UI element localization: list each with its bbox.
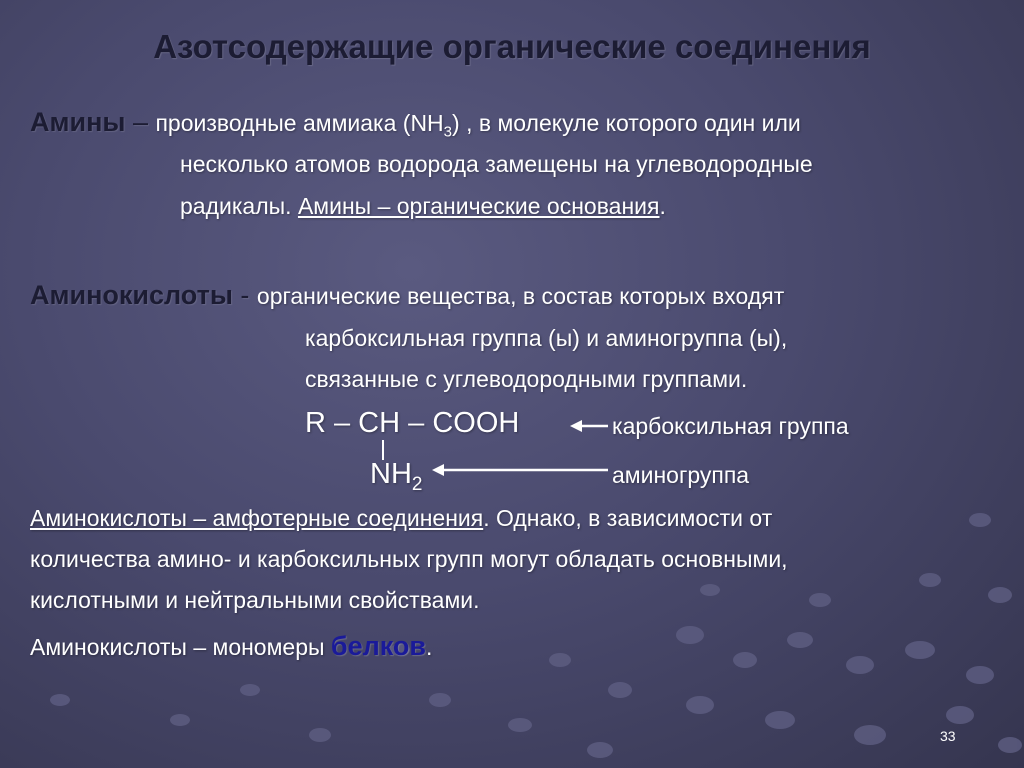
nh2-text: NH	[370, 458, 412, 490]
monomers-text: Аминокислоты – мономеры	[30, 634, 331, 660]
aminoacids-line-1	[30, 279, 784, 311]
page-number: 33	[940, 728, 956, 744]
amines-definition-start: производные аммиака (NH	[155, 110, 444, 136]
aminoacids-line-2: карбоксильная группа (ы) и аминогруппа (ы),	[305, 325, 788, 351]
nh2-subscript: 2	[411, 473, 423, 495]
aminoacids-term: Аминокислоты	[30, 280, 233, 310]
aminoacids-line-3: связанные с углеводородными группами.	[305, 366, 748, 392]
amino-group-formula	[370, 457, 422, 497]
amphoteric-line-2: количества амино- и карбоксильных групп могут обладать основными,	[30, 546, 788, 572]
amines-line-3-pre: радикалы.	[180, 193, 298, 219]
aminoacids-definition-start: органические вещества, в состав которых входят	[256, 283, 785, 309]
amines-line-1	[30, 106, 801, 142]
amines-bases-statement: Амины – органические основания	[297, 193, 660, 219]
amphoteric-statement: Аминокислоты – амфотерные соединения	[30, 505, 484, 531]
nh3-subscript: 3	[443, 123, 453, 141]
amphoteric-line-1	[30, 505, 772, 533]
amphoteric-line-3: кислотными и нейтральными свойствами.	[30, 587, 480, 613]
amines-dash: –	[125, 107, 156, 137]
carboxyl-group-label: карбоксильная группа	[612, 413, 849, 439]
amphoteric-line-1-end: . Однако, в зависимости от	[483, 505, 773, 531]
amines-term: Амины	[30, 107, 126, 137]
amines-definition-end: ) , в молекуле которого один или	[452, 110, 801, 136]
proteins-highlight: белков	[330, 631, 427, 661]
amines-line-3	[180, 193, 666, 221]
monomers-end: .	[426, 634, 433, 660]
amino-group-label: аминогруппа	[612, 462, 750, 488]
aminoacids-dash: -	[232, 280, 257, 310]
amino-acid-formula: R – CH – COOH	[305, 407, 520, 439]
amines-line-2: несколько атомов водорода замещены на углеводородные	[180, 151, 813, 177]
monomers-line	[30, 630, 432, 662]
amines-line-3-end: .	[659, 193, 666, 219]
slide-title: Азотсодержащие органические соединения	[153, 28, 871, 65]
